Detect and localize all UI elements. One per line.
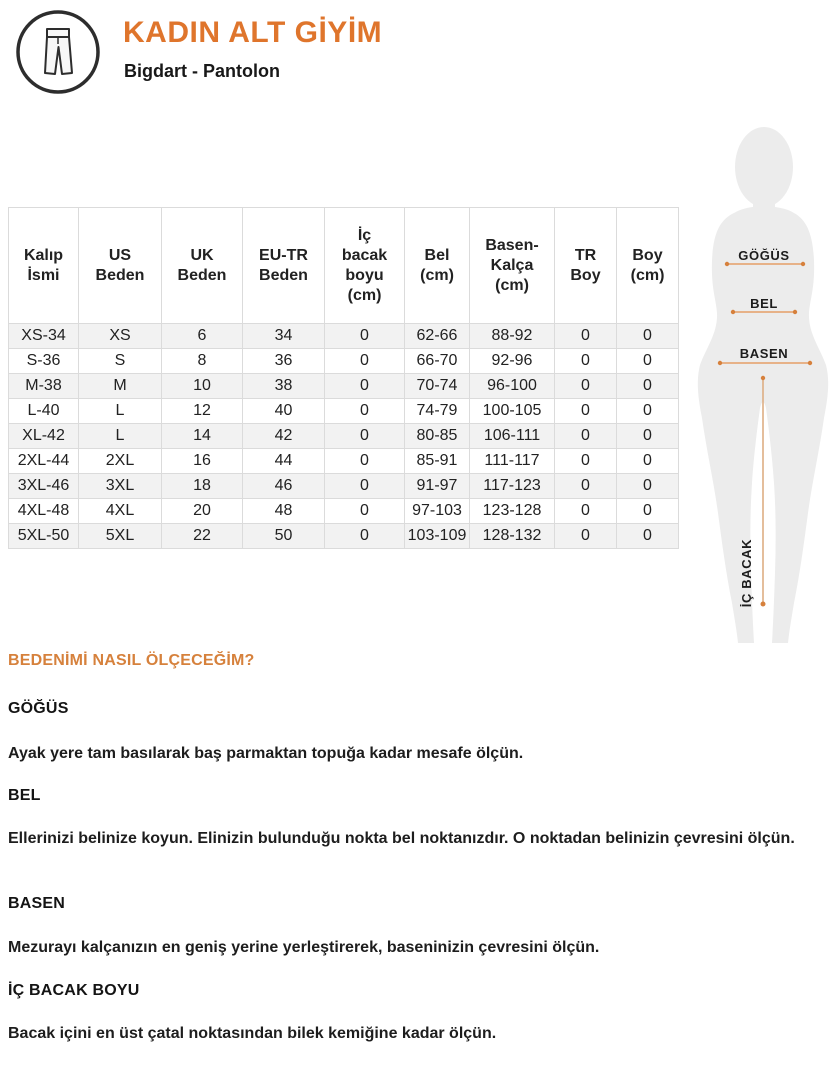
table-cell: 44: [243, 449, 325, 474]
column-header: UK Beden: [162, 208, 243, 324]
table-cell: 3XL-46: [9, 474, 79, 499]
table-cell: 106-111: [470, 424, 555, 449]
table-cell: 4XL-48: [9, 499, 79, 524]
table-cell: 10: [162, 374, 243, 399]
column-header: İç bacak boyu (cm): [325, 208, 405, 324]
table-cell: 0: [325, 399, 405, 424]
table-cell: 74-79: [405, 399, 470, 424]
table-cell: 0: [617, 474, 679, 499]
table-cell: 66-70: [405, 349, 470, 374]
table-cell: 20: [162, 499, 243, 524]
table-cell: L: [79, 424, 162, 449]
table-cell: 34: [243, 324, 325, 349]
guide-heading-inseam: İÇ BACAK BOYU: [8, 982, 140, 999]
table-cell: 0: [617, 374, 679, 399]
column-header: Kalıp İsmi: [9, 208, 79, 324]
table-cell: 100-105: [470, 399, 555, 424]
table-cell: 128-132: [470, 524, 555, 549]
table-cell: 40: [243, 399, 325, 424]
table-cell: XS-34: [9, 324, 79, 349]
table-cell: 111-117: [470, 449, 555, 474]
table-cell: 0: [617, 524, 679, 549]
table-cell: 16: [162, 449, 243, 474]
table-cell: 2XL-44: [9, 449, 79, 474]
table-cell: 5XL-50: [9, 524, 79, 549]
guide-text-hips: Mezurayı kalçanızın en geniş yerine yerleştirerek, baseninizin çevresini ölçün.: [8, 939, 600, 956]
table-cell: 123-128: [470, 499, 555, 524]
table-cell: 0: [617, 424, 679, 449]
table-cell: L-40: [9, 399, 79, 424]
body-measurement-figure: [688, 113, 837, 658]
table-cell: 6: [162, 324, 243, 349]
table-cell: 0: [555, 474, 617, 499]
table-row: [9, 374, 679, 399]
table-cell: 0: [617, 449, 679, 474]
table-cell: 0: [617, 324, 679, 349]
table-cell: 0: [325, 349, 405, 374]
guide-title: BEDENİMİ NASIL ÖLÇECEĞİM?: [8, 652, 255, 669]
page-title: KADIN ALT GİYİM: [123, 16, 383, 49]
table-cell: 12: [162, 399, 243, 424]
table-cell: 0: [617, 499, 679, 524]
table-cell: S-36: [9, 349, 79, 374]
table-cell: 0: [555, 499, 617, 524]
table-cell: 97-103: [405, 499, 470, 524]
table-cell: 22: [162, 524, 243, 549]
table-cell: 80-85: [405, 424, 470, 449]
guide-heading-waist: BEL: [8, 787, 41, 804]
column-header: Boy (cm): [617, 208, 679, 324]
hips-label: BASEN: [739, 346, 789, 361]
table-cell: 96-100: [470, 374, 555, 399]
table-row: [9, 499, 679, 524]
table-row: [9, 474, 679, 499]
table-cell: 0: [617, 399, 679, 424]
table-cell: 92-96: [470, 349, 555, 374]
table-cell: 117-123: [470, 474, 555, 499]
inseam-measure-line: [761, 376, 766, 607]
column-header: US Beden: [79, 208, 162, 324]
table-row: [9, 349, 679, 374]
table-cell: 0: [325, 499, 405, 524]
waist-label: BEL: [750, 296, 778, 311]
table-row: [9, 424, 679, 449]
table-cell: 8: [162, 349, 243, 374]
table-cell: 38: [243, 374, 325, 399]
table-cell: 0: [325, 524, 405, 549]
guide-heading-hips: BASEN: [8, 895, 66, 912]
column-header: Bel (cm): [405, 208, 470, 324]
guide-heading-chest: GÖĞÜS: [8, 700, 69, 717]
table-cell: M: [79, 374, 162, 399]
table-cell: 0: [325, 374, 405, 399]
table-cell: 70-74: [405, 374, 470, 399]
table-cell: 2XL: [79, 449, 162, 474]
table-cell: 14: [162, 424, 243, 449]
size-chart-table: [8, 207, 679, 549]
column-header: EU-TR Beden: [243, 208, 325, 324]
table-cell: 0: [555, 524, 617, 549]
inseam-label: İÇ BACAK: [739, 538, 754, 608]
table-cell: 42: [243, 424, 325, 449]
table-cell: 88-92: [470, 324, 555, 349]
table-cell: 0: [555, 324, 617, 349]
table-cell: 5XL: [79, 524, 162, 549]
table-cell: 3XL: [79, 474, 162, 499]
table-row: [9, 449, 679, 474]
guide-text-waist: Ellerinizi belinize koyun. Elinizin bulunduğu nokta bel noktanızdır. O noktadan belinizin çevresini ölçün.: [8, 830, 795, 847]
table-row: [9, 324, 679, 349]
table-cell: 0: [325, 424, 405, 449]
table-cell: XL-42: [9, 424, 79, 449]
table-cell: 85-91: [405, 449, 470, 474]
column-header: Basen-Kalça (cm): [470, 208, 555, 324]
table-cell: 103-109: [405, 524, 470, 549]
table-cell: 0: [325, 474, 405, 499]
table-cell: 0: [555, 374, 617, 399]
table-cell: 0: [555, 399, 617, 424]
table-cell: 36: [243, 349, 325, 374]
table-cell: 0: [555, 424, 617, 449]
table-cell: 0: [617, 349, 679, 374]
table-cell: XS: [79, 324, 162, 349]
size-table-header: [9, 208, 679, 324]
table-row: [9, 399, 679, 424]
table-cell: S: [79, 349, 162, 374]
table-cell: M-38: [9, 374, 79, 399]
table-cell: 0: [325, 324, 405, 349]
column-header: TR Boy: [555, 208, 617, 324]
table-cell: 4XL: [79, 499, 162, 524]
guide-text-inseam: Bacak içini en üst çatal noktasından bilek kemiğine kadar ölçün.: [8, 1025, 497, 1042]
table-cell: L: [79, 399, 162, 424]
table-cell: 50: [243, 524, 325, 549]
table-cell: 0: [555, 449, 617, 474]
table-row: [9, 524, 679, 549]
table-cell: 18: [162, 474, 243, 499]
guide-text-chest: Ayak yere tam basılarak baş parmaktan topuğa kadar mesafe ölçün.: [8, 745, 524, 762]
table-cell: 91-97: [405, 474, 470, 499]
table-cell: 0: [325, 449, 405, 474]
pants-icon: [14, 8, 102, 96]
chest-label: GÖĞÜS: [738, 248, 790, 263]
table-cell: 46: [243, 474, 325, 499]
table-cell: 0: [555, 349, 617, 374]
table-cell: 62-66: [405, 324, 470, 349]
table-cell: 48: [243, 499, 325, 524]
page-subtitle: Bigdart - Pantolon: [124, 61, 280, 81]
